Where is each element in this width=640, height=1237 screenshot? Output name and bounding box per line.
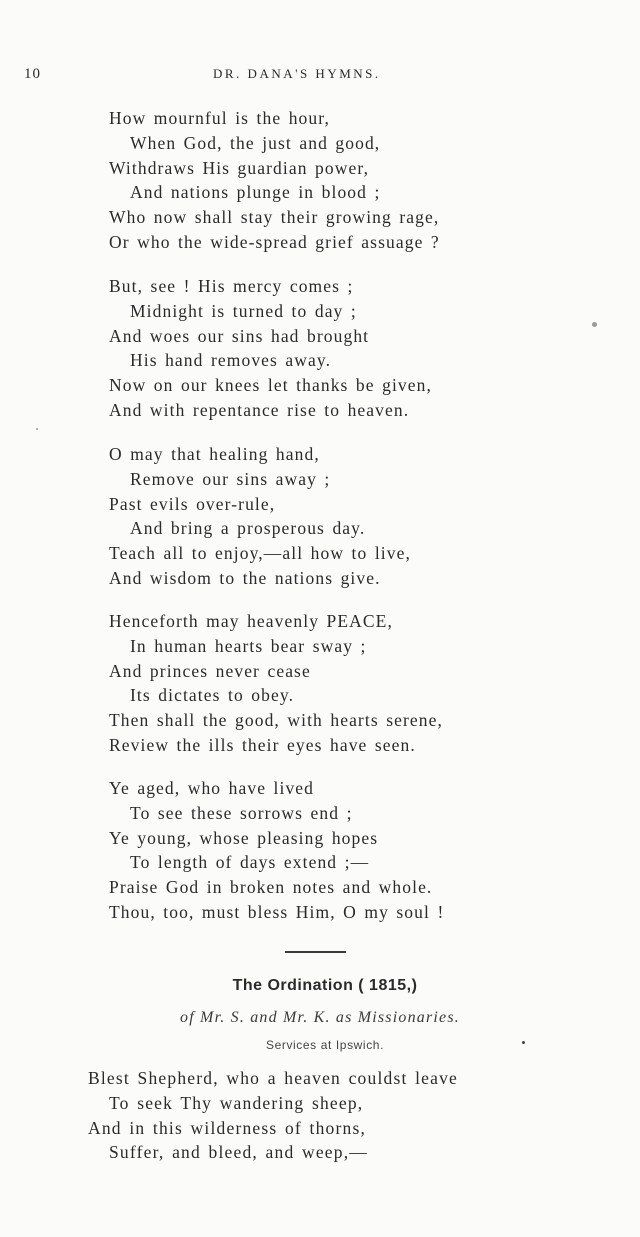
next-hymn-stanza bbox=[88, 1066, 608, 1165]
verse-line: Thou, too, must bless Him, O my soul ! bbox=[109, 901, 445, 922]
verse-line: Or who the wide-spread grief assuage ? bbox=[109, 231, 440, 252]
verse-line: And nations plunge in blood ; bbox=[130, 182, 381, 203]
paper-speck bbox=[36, 428, 38, 430]
section-subtitle: of Mr. S. and Mr. K. as Missionaries. bbox=[180, 1009, 460, 1026]
verse-line: Remove our sins away ; bbox=[130, 468, 331, 489]
verse-line: And bring a prosperous day. bbox=[130, 518, 366, 539]
verse-line: O may that healing hand, bbox=[109, 444, 320, 464]
paper-speck bbox=[592, 322, 597, 327]
verse-line: Who now shall stay their growing rage, bbox=[109, 207, 440, 228]
verse-line: To seek Thy wandering sheep, bbox=[109, 1092, 364, 1113]
section-divider bbox=[285, 951, 346, 953]
verse-line: And with repentance rise to heaven. bbox=[109, 399, 410, 420]
page-number: 10 bbox=[24, 66, 41, 82]
page-header bbox=[0, 66, 640, 86]
verse-line: Suffer, and bleed, and weep,— bbox=[109, 1142, 368, 1163]
running-title: DR. DANA'S HYMNS. bbox=[213, 66, 381, 81]
section-note: Services at Ipswich. bbox=[265, 1038, 385, 1052]
verse-line: When God, the just and good, bbox=[130, 132, 381, 153]
stanza-1 bbox=[109, 106, 569, 255]
verse-line: And wisdom to the nations give. bbox=[109, 567, 381, 588]
verse-line: His hand removes away. bbox=[130, 350, 332, 371]
paper-speck bbox=[522, 1041, 525, 1044]
verse-line: Review the ills their eyes have seen. bbox=[109, 734, 416, 755]
verse-line: Past evils over-rule, bbox=[109, 493, 276, 514]
verse-line: Midnight is turned to day ; bbox=[130, 300, 357, 321]
verse-line: Then shall the good, with hearts serene, bbox=[109, 710, 443, 731]
stanza-2 bbox=[109, 274, 569, 423]
verse-line: And woes our sins had brought bbox=[109, 325, 370, 346]
section-title: The Ordination ( 1815,) bbox=[232, 977, 418, 994]
verse-line: Withdraws His guardian power, bbox=[109, 157, 370, 178]
stanza-5 bbox=[109, 776, 569, 925]
stanza-4 bbox=[109, 609, 569, 758]
verse-line: Henceforth may heavenly PEACE, bbox=[109, 611, 393, 631]
verse-line: Ye young, whose pleasing hopes bbox=[109, 827, 379, 848]
verse-line: Now on our knees let thanks be given, bbox=[109, 375, 432, 396]
verse-line: And princes never cease bbox=[109, 660, 311, 681]
verse-line: Ye aged, who have lived bbox=[109, 778, 315, 798]
verse-line: How mournful is the hour, bbox=[109, 108, 330, 128]
verse-line: Teach all to enjoy,—all how to live, bbox=[109, 543, 411, 564]
verse-line: To see these sorrows end ; bbox=[130, 802, 353, 823]
verse-line: In human hearts bear sway ; bbox=[130, 635, 367, 656]
verse-line: Its dictates to obey. bbox=[130, 685, 295, 706]
verse-line: And in this wilderness of thorns, bbox=[88, 1117, 367, 1138]
verse-line: Praise God in broken notes and whole. bbox=[109, 877, 433, 898]
verse-line: To length of days extend ;— bbox=[130, 852, 370, 873]
verse-line: But, see ! His mercy comes ; bbox=[109, 276, 354, 296]
verse-line: Blest Shepherd, who a heaven couldst leave bbox=[88, 1068, 459, 1088]
stanza-3 bbox=[109, 442, 569, 591]
